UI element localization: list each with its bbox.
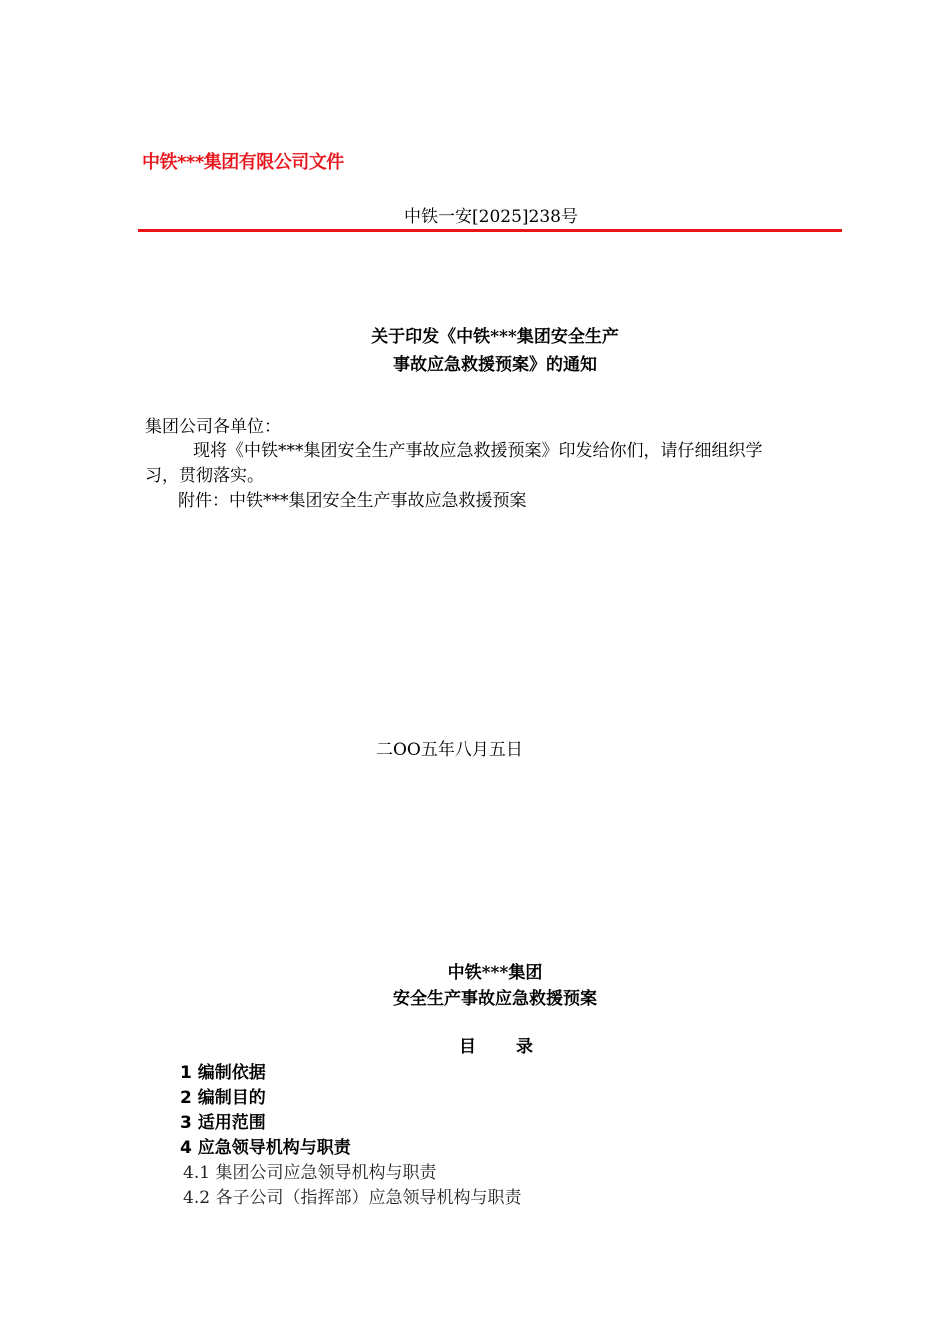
issue-date: 二OO五年八月五日 [376, 740, 523, 760]
toc-heading: 目录 [459, 1037, 573, 1057]
salutation: 集团公司各单位： [145, 417, 281, 437]
notice-paragraph-line-2: 习，贯彻落实。 [145, 466, 264, 486]
toc-subitem[interactable]: 4.1 集团公司应急领导机构与职责 [183, 1163, 437, 1183]
notice-paragraph-line-1: 现将《中铁***集团安全生产事故应急救援预案》印发给你们，请仔细组织学 [193, 441, 763, 461]
toc-item[interactable]: 4 应急领导机构与职责 [180, 1138, 351, 1158]
notice-title-line-2: 事故应急救援预案》的通知 [393, 355, 597, 375]
toc-subitem[interactable]: 4.2 各子公司（指挥部）应急领导机构与职责 [183, 1188, 522, 1208]
notice-title-line-1: 关于印发《中铁***集团安全生产 [371, 327, 619, 347]
plan-title-line-2: 安全生产事故应急救援预案 [393, 989, 597, 1009]
document-number: 中铁一安[2025]238号 [404, 207, 578, 227]
attachment-line: 附件：中铁***集团安全生产事故应急救援预案 [178, 491, 527, 511]
toc-item[interactable]: 1 编制依据 [180, 1063, 266, 1083]
toc-item[interactable]: 3 适用范围 [180, 1113, 266, 1133]
plan-title-line-1: 中铁***集团 [447, 963, 543, 983]
red-divider-line [138, 229, 842, 232]
toc-item[interactable]: 2 编制目的 [180, 1088, 266, 1108]
org-file-title: 中铁***集团有限公司文件 [142, 152, 344, 173]
